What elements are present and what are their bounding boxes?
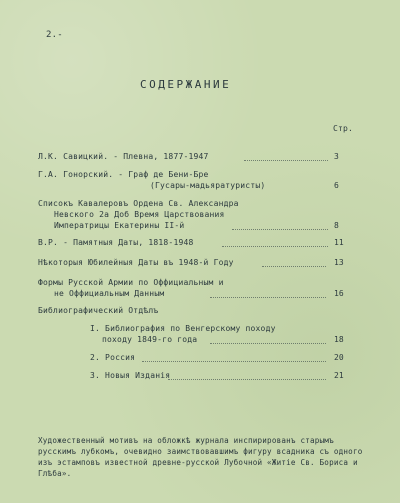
toc-entry-2-cont: (Гусары-мадьяратуристы) <box>150 181 266 190</box>
subentry-1: I. Библиография по Венгерскому походу <box>90 324 276 333</box>
toc-page-4: 11 <box>334 238 344 247</box>
subentry-page-3: 21 <box>334 371 344 380</box>
subentry-2: 2. Россия <box>90 353 136 362</box>
toc-leader <box>210 297 326 298</box>
toc-entry-6: Формы Русской Армии по Оффициальным и <box>38 278 224 287</box>
toc-entry-1: Л.К. Савицкий. - Плевна, 1877-1947 <box>38 152 209 161</box>
toc-page-3: 8 <box>334 221 339 230</box>
toc-leader <box>232 229 328 230</box>
toc-entry-3: Списокъ Кавалеровъ Ордена Св. Александра <box>38 199 239 208</box>
toc-page-6: 16 <box>334 289 344 298</box>
subentry-page-2: 20 <box>334 353 344 362</box>
toc-leader <box>244 160 328 161</box>
footer-note: Художественный мотивъ на обложкѣ журнала инспирированъ старымъ русскимъ лубкомъ, очевидно заимствовавшимъ фигуру всадника съ одного изъ эстамповъ известной древне-русской Лубочной «Житіе Св. Бориса и Глѣба». <box>38 436 363 478</box>
toc-leader <box>168 379 326 380</box>
page-title: СОДЕРЖАНИЕ <box>140 78 232 91</box>
toc-leader <box>222 246 328 247</box>
toc-entry-2: Г.А. Гонорский. - Граф де Бени-Бре <box>38 170 209 179</box>
toc-page-2: 6 <box>334 181 339 190</box>
page-number: 2.- <box>46 30 63 40</box>
subentry-page-1: 18 <box>334 335 344 344</box>
toc-page-1: 3 <box>334 152 339 161</box>
section-heading: Библиографический Отдѣлъ <box>38 306 159 315</box>
toc-entry-3-line3: Императрицы Екатерины II-й <box>54 221 185 230</box>
page-column-header: Стр. <box>333 124 354 133</box>
toc-leader <box>210 343 326 344</box>
toc-entry-4: В.Р. - Памятныя Даты, 1818-1948 <box>38 238 194 247</box>
toc-leader <box>262 266 326 267</box>
toc-entry-3-line2: Невского 2а Доб Время Царствования <box>54 210 225 219</box>
toc-entry-5: Нѣкоторыя Юбилейныя Даты въ 1948-й Году <box>38 258 234 267</box>
toc-entry-6-line2: не Оффициальным Данным <box>54 289 165 298</box>
toc-leader <box>142 361 326 362</box>
toc-page-5: 13 <box>334 258 344 267</box>
subentry-3: 3. Новыя Изданія <box>90 371 171 380</box>
subentry-1-line2: походу 1849-го года <box>102 335 198 344</box>
